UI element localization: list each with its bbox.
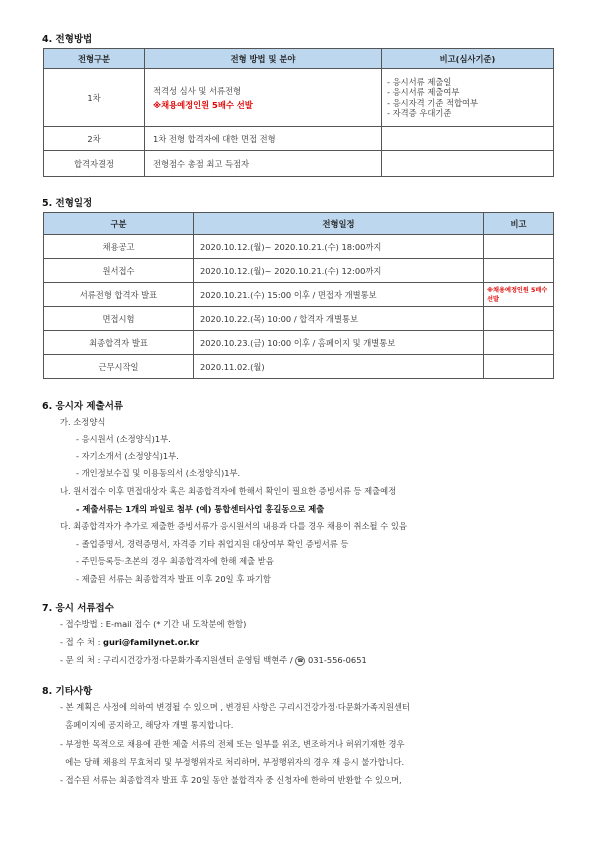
schedule-label: 채용공고 (44, 235, 194, 259)
table-row (44, 235, 554, 259)
note-line: - 본 계획은 사정에 의하여 변경될 수 있으며 , 변경된 사항은 구리시건강가정·다문화가족지원센터 (60, 702, 410, 712)
table-row (44, 307, 554, 331)
criteria-item: - 응시서류 제출여부 (387, 87, 460, 97)
section-6-heading: 6. 응시자 제출서류 (42, 401, 124, 412)
method-red-note: ※채용예정인원 5배수 선발 (153, 99, 253, 110)
remark-cell: ※채용예정인원 5배수 선발 (484, 283, 554, 307)
table-header-row (44, 49, 554, 69)
list-item: - 주민등록등·초본의 경우 최종합격자에 한해 제출 받음 (76, 556, 274, 566)
schedule-table (43, 212, 554, 379)
submit-method: - 접수방법 : E-mail 접수 (* 기간 내 도착분에 한함) (60, 619, 247, 629)
header-stage: 전형구분 (44, 49, 145, 69)
criteria-cell (382, 69, 554, 127)
schedule-label: 원서접수 (44, 259, 194, 283)
method-text: 적격성 심사 및 서류전형 (153, 85, 242, 96)
list-item: - 제출된 서류는 최종합격자 발표 이후 20일 후 파기함 (76, 574, 271, 584)
header-criteria: 비고(심사기준) (382, 49, 554, 69)
submit-to-line (60, 636, 199, 648)
submit-to-label: - 접 수 처 : (60, 637, 101, 647)
list-item: - 응시원서 (소정양식)1부. (76, 434, 171, 444)
criteria-item: - 자격증 우대기준 (387, 108, 452, 118)
criteria-item: - 응시서류 제출일 (387, 76, 452, 87)
section-5-heading: 5. 전형일정 (42, 198, 93, 209)
method-cell: 1차 전형 합격자에 대한 면접 전형 (145, 127, 382, 151)
schedule-date: 2020.10.12.(월)~ 2020.10.21.(수) 12:00까지 (194, 259, 484, 283)
phone-icon: ☎ (297, 657, 304, 664)
header-method: 전형 방법 및 분야 (145, 49, 382, 69)
header-remark: 비고 (484, 213, 554, 235)
remark-cell (484, 307, 554, 331)
note-line: - 접수된 서류는 최종합격자 발표 후 20일 동안 불합격자 중 신청자에 한하여 반환할 수 있으며, (60, 775, 402, 785)
selection-method-table (43, 48, 554, 177)
schedule-label: 근무시작일 (44, 355, 194, 379)
table-row (44, 259, 554, 283)
criteria-cell (382, 151, 554, 177)
stage-cell: 1차 (44, 69, 145, 127)
phone-number: 031-556-0651 (307, 655, 367, 665)
note-line: 에는 당해 채용의 무효처리 및 부정행위자로 처리하며, 부정행위자의 경우 재 응시 불가합니다. (60, 757, 405, 767)
method-cell (145, 69, 382, 127)
table-header-row (44, 213, 554, 235)
remark-cell (484, 235, 554, 259)
contact-text: - 문 의 처 : 구리시건강가정·다문화가족지원센터 운영팀 백현주 / (60, 655, 293, 665)
criteria-item: - 응시자격 기준 적합여부 (387, 97, 479, 108)
note-line: - 부정한 목적으로 채용에 관한 제출 서류의 전체 또는 일부를 위조, 변조하거나 허위기재한 경우 (60, 739, 405, 749)
schedule-date: 2020.10.21.(수) 15:00 이후 / 면접자 개별통보 (194, 283, 484, 307)
schedule-label: 최종합격자 발표 (44, 331, 194, 355)
section-7-heading: 7. 응시 서류접수 (42, 603, 114, 614)
table-row (44, 331, 554, 355)
table-row (44, 355, 554, 379)
header-category: 구분 (44, 213, 194, 235)
sub-heading-a: 가. 소정양식 (60, 417, 106, 427)
contact-line (60, 654, 367, 666)
table-row (44, 151, 554, 177)
list-item: - 졸업증명서, 경력증명서, 자격증 기타 취업지원 대상여부 확인 증빙서류 등 (76, 539, 349, 549)
sub-heading-c: 다. 최종합격자가 추가로 제출한 증빙서류가 응시원서의 내용과 다를 경우 채용이 취소될 수 있음 (60, 521, 407, 531)
remark-cell (484, 259, 554, 283)
remark-cell (484, 331, 554, 355)
table-row (44, 69, 554, 127)
sub-heading-b: 나. 원서접수 이후 면접대상자 혹은 최종합격자에 한해서 확인이 필요한 증빙서류 등 제출예정 (60, 486, 397, 496)
schedule-date: 2020.10.23.(금) 10:00 이후 / 홈페이지 및 개별통보 (194, 331, 484, 355)
section-4-heading: 4. 전형방법 (42, 34, 93, 45)
section-8-heading: 8. 기타사항 (42, 686, 93, 697)
schedule-date: 2020.10.22.(목) 10:00 / 합격자 개별통보 (194, 307, 484, 331)
table-row (44, 127, 554, 151)
stage-cell: 2차 (44, 127, 145, 151)
remark-cell (484, 355, 554, 379)
criteria-cell (382, 127, 554, 151)
method-cell: 전형점수 총점 최고 득점자 (145, 151, 382, 177)
table-row (44, 283, 554, 307)
stage-cell: 합격자결정 (44, 151, 145, 177)
list-item: - 개인정보수집 및 이용동의서 (소정양식)1부. (76, 468, 241, 478)
schedule-date: 2020.10.12.(월)~ 2020.10.21.(수) 18:00까지 (194, 235, 484, 259)
email-link[interactable]: guri@familynet.or.kr (103, 637, 200, 647)
schedule-date: 2020.11.02.(월) (194, 355, 484, 379)
bold-instruction: - 제출서류는 1개의 파일로 첨부 (예) 통합센터사업 홍길동으로 제출 (76, 504, 325, 514)
note-line: 홈페이지에 공지하고, 해당자 개별 통지합니다. (60, 720, 234, 730)
list-item: - 자기소개서 (소정양식)1부. (76, 451, 179, 461)
schedule-label: 면접시험 (44, 307, 194, 331)
header-schedule: 전형일정 (194, 213, 484, 235)
schedule-label: 서류전형 합격자 발표 (44, 283, 194, 307)
